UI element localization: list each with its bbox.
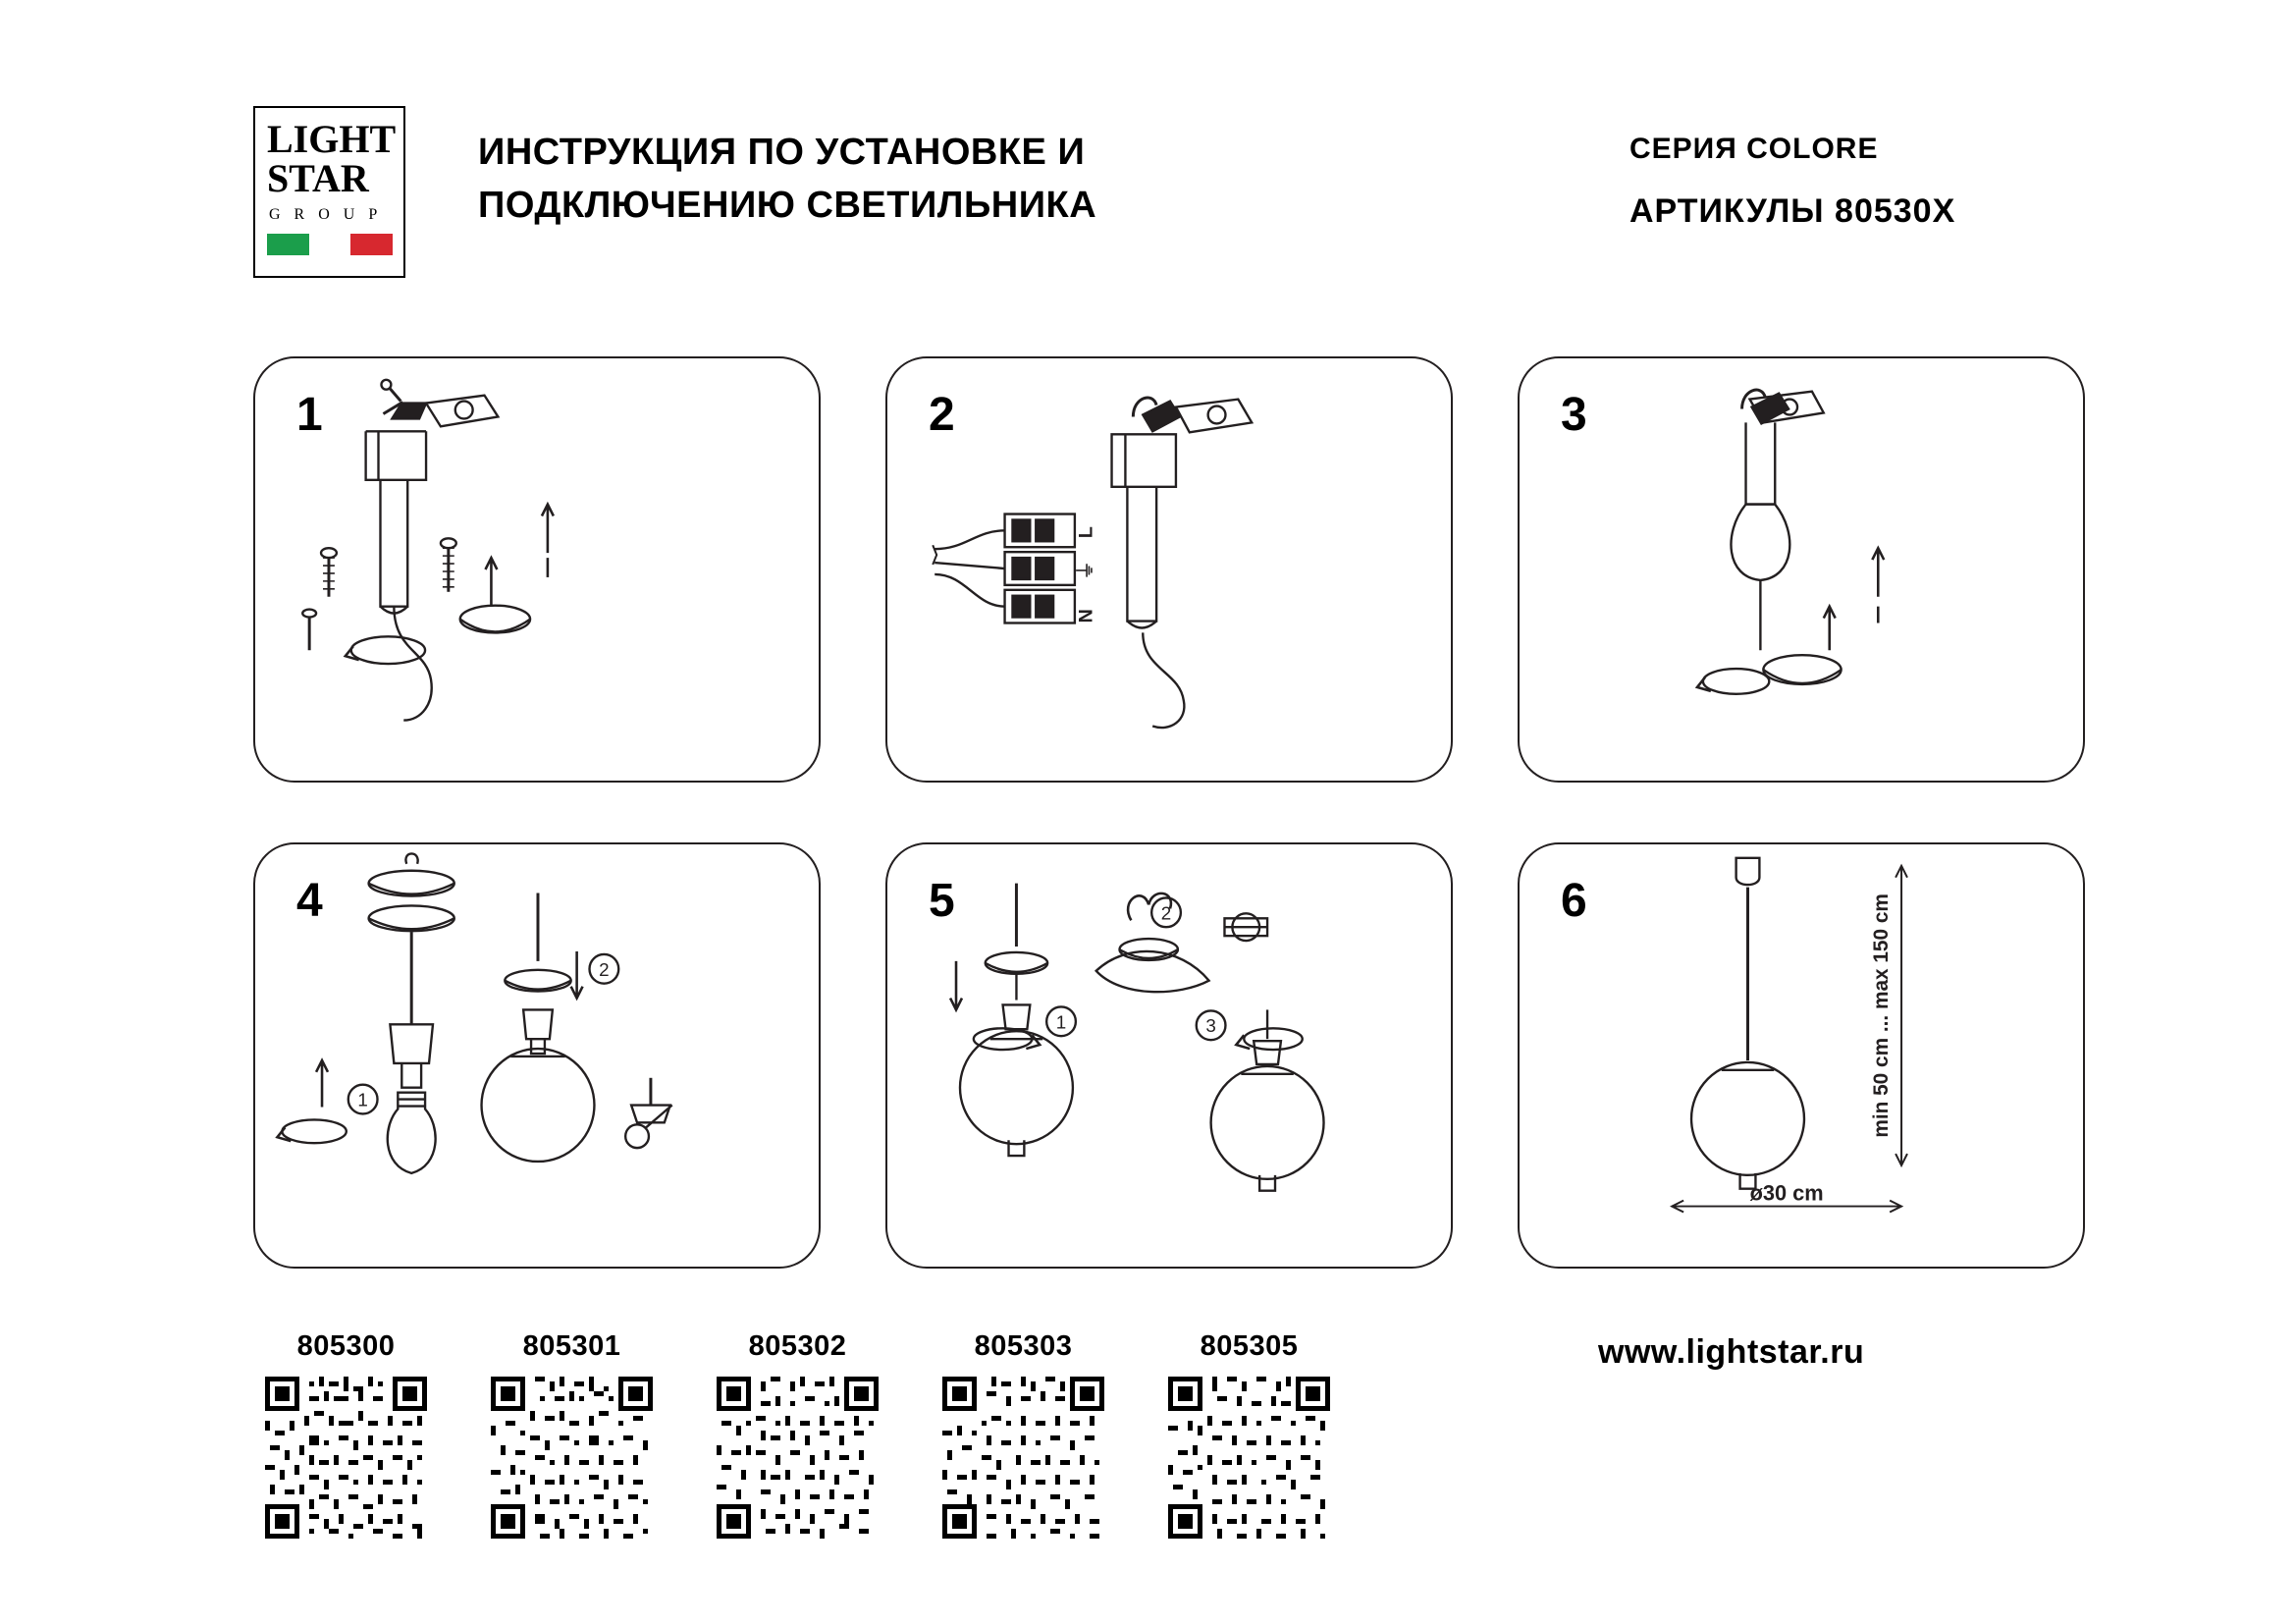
step-number: 2 <box>929 389 955 441</box>
step-card-1 <box>253 356 821 783</box>
product-code: 805300 <box>296 1330 396 1362</box>
page-title: ИНСТРУКЦИЯ ПО УСТАНОВКЕ И ПОДКЛЮЧЕНИЮ СВЕТИЛЬНИКА <box>478 132 1097 226</box>
height-dimension-label: min 50 cm ... max 150 cm <box>1870 893 1894 1138</box>
logo-line-1: LIGHT <box>267 117 397 161</box>
qr-code <box>942 1377 1104 1539</box>
step-number: 4 <box>296 875 323 927</box>
step-number: 3 <box>1561 389 1587 441</box>
article-label: АРТИКУЛЫ 80530X <box>1629 192 1956 230</box>
callout-3: 3 <box>1205 1015 1216 1037</box>
step-card-2 <box>885 356 1453 783</box>
terminal-label-l: L <box>1075 526 1097 539</box>
step-card-5 <box>885 842 1453 1269</box>
step-number: 6 <box>1561 875 1587 927</box>
callout-1: 1 <box>357 1089 368 1110</box>
product-code: 805303 <box>974 1330 1073 1362</box>
diameter-dimension-label: ø30 cm <box>1749 1180 1824 1206</box>
product-block-805302 <box>717 1330 879 1543</box>
callout-2: 2 <box>599 958 610 980</box>
product-block-805301 <box>491 1330 653 1543</box>
callout-2: 2 <box>1160 902 1172 924</box>
logo-line-3: G R O U P <box>269 206 383 223</box>
step-1-illustration <box>255 358 819 781</box>
step-5-illustration <box>887 844 1451 1267</box>
step-3-illustration <box>1520 358 2083 781</box>
step-4-illustration <box>255 844 819 1267</box>
terminal-label-n: N <box>1075 609 1097 623</box>
qr-code <box>491 1377 653 1539</box>
qr-code <box>265 1377 427 1539</box>
step-6-illustration <box>1520 844 2083 1267</box>
logo-line-2: STAR <box>267 156 369 200</box>
step-card-6 <box>1518 842 2085 1269</box>
product-block-805305 <box>1168 1330 1330 1543</box>
product-code: 805302 <box>748 1330 847 1362</box>
qr-code <box>717 1377 879 1539</box>
product-code: 805301 <box>522 1330 621 1362</box>
product-block-805300 <box>265 1330 427 1543</box>
page-header <box>0 0 2296 324</box>
website-url[interactable]: www.lightstar.ru <box>1598 1333 1865 1371</box>
step-2-illustration <box>887 358 1451 781</box>
italian-flag-icon <box>267 234 393 255</box>
series-label: СЕРИЯ COLORE <box>1629 133 1879 165</box>
step-card-3 <box>1518 356 2085 783</box>
product-block-805303 <box>942 1330 1104 1543</box>
step-card-4 <box>253 842 821 1269</box>
callout-1: 1 <box>1055 1011 1067 1033</box>
product-code: 805305 <box>1200 1330 1299 1362</box>
brand-logo <box>253 106 405 278</box>
terminal-label-earth: ⏚ <box>1075 561 1097 580</box>
step-number: 5 <box>929 875 955 927</box>
qr-code <box>1168 1377 1330 1539</box>
step-number: 1 <box>296 389 323 441</box>
